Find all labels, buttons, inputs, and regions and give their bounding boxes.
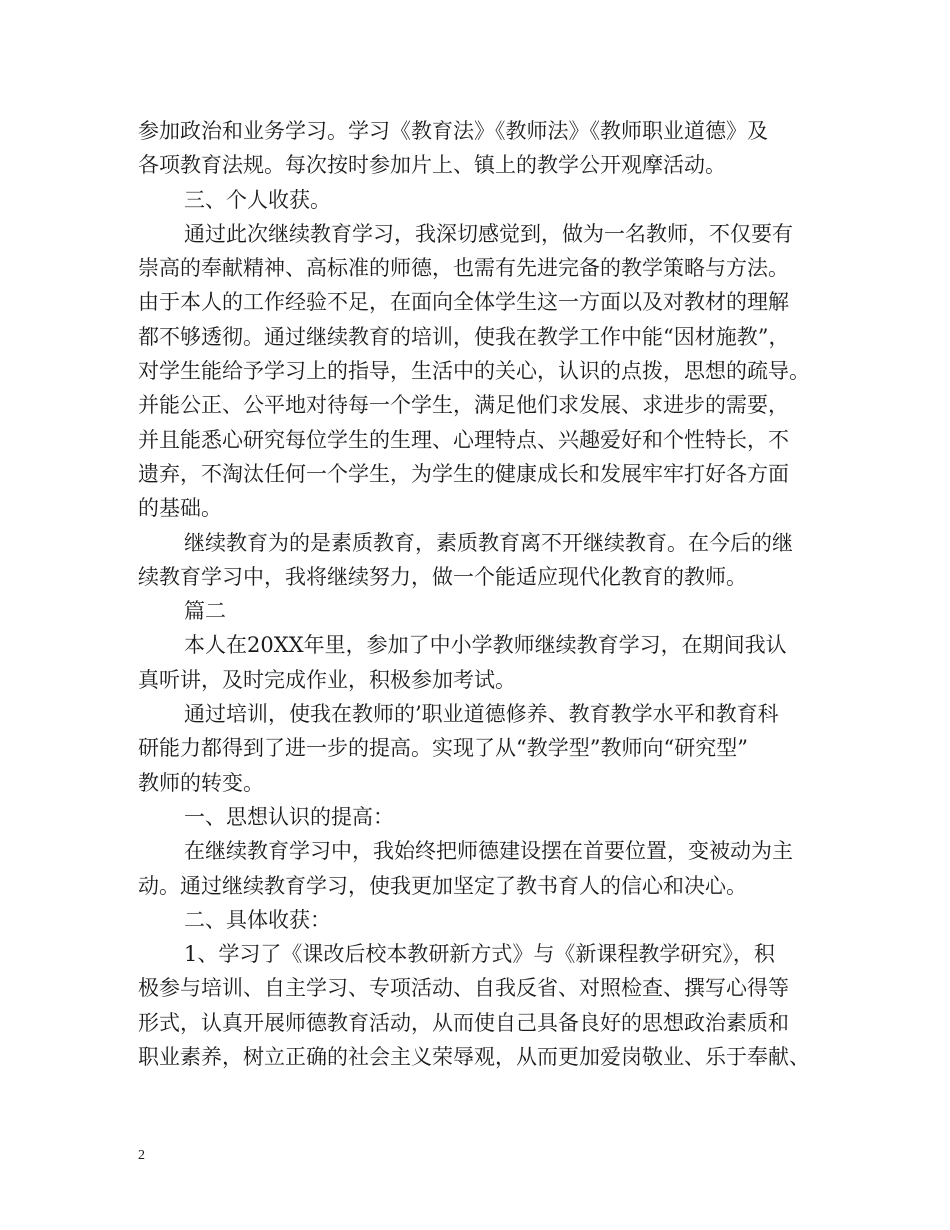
text-line: 并能公正、公平地对待每一个学生，满足他们求发展、求进步的需要， <box>138 393 789 418</box>
section-heading: 二、具体收获： <box>184 907 331 932</box>
text-line: 教师的转变。 <box>138 770 264 795</box>
section-heading: 一、思想认识的提高： <box>184 804 394 829</box>
text-line: 极参与培训、自主学习、专项活动、自我反省、对照检查、撰写心得等 <box>138 976 789 1001</box>
text-line: 动。通过继续教育学习，使我更加坚定了教书育人的信心和决心。 <box>138 873 747 898</box>
section-heading: 篇二 <box>184 599 226 624</box>
text-line: 1、学习了《课改后校本教研新方式》与《新课程教学研究》，积 <box>184 942 775 967</box>
text-line: 各项教育法规。每次按时参加片上、镇上的教学公开观摩活动。 <box>138 153 726 178</box>
text-line: 形式，认真开展师德教育活动，从而使自己具备良好的思想政治素质和 <box>138 1010 789 1035</box>
text-line: 通过此次继续教育学习，我深切感觉到，做为一名教师，不仅要有 <box>184 221 793 246</box>
section-heading: 三、个人收获。 <box>184 187 331 212</box>
page-number: 2 <box>138 1148 145 1163</box>
text-line: 研能力都得到了进一步的提高。实现了从“教学型”教师向“研究型” <box>138 736 748 761</box>
text-line: 在继续教育学习中，我始终把师德建设摆在首要位置，变被动为主 <box>184 839 793 864</box>
text-line: 职业素养，树立正确的社会主义荣辱观，从而更加爱岗敬业、乐于奉献、 <box>138 1045 810 1070</box>
text-line: 都不够透彻。通过继续教育的培训，使我在教学工作中能“因材施教”， <box>138 324 790 349</box>
text-line: 的基础。 <box>138 496 222 521</box>
text-line: 通过培训，使我在教师的’职业道德修养、教育教学水平和教育科 <box>184 702 779 727</box>
text-line: 由于本人的工作经验不足，在面向全体学生这一方面以及对教材的理解 <box>138 290 789 315</box>
text-line: 真听讲，及时完成作业，积极参加考试。 <box>138 667 516 692</box>
text-line: 续教育学习中，我将继续努力，做一个能适应现代化教育的教师。 <box>138 564 747 589</box>
text-line: 遗弃，不淘汰任何一个学生，为学生的健康成长和发展牢牢打好各方面 <box>138 461 789 486</box>
text-line: 并且能悉心研究每位学生的生理、心理特点、兴趣爱好和个性特长，不 <box>138 427 789 452</box>
text-line: 参加政治和业务学习。学习《教育法》《教师法》《教师职业道德》及 <box>138 119 768 143</box>
text-line: 继续教育为的是素质教育，素质教育离不开继续教育。在今后的继 <box>184 530 793 555</box>
document-body <box>138 114 838 1074</box>
text-line: 本人在20XX年里，参加了中小学教师继续教育学习，在期间我认 <box>184 633 787 658</box>
text-line: 崇高的奉献精神、高标准的师德，也需有先进完备的教学策略与方法。 <box>138 256 789 281</box>
text-line: 对学生能给予学习上的指导，生活中的关心，认识的点拨，思想的疏导。 <box>138 359 810 384</box>
